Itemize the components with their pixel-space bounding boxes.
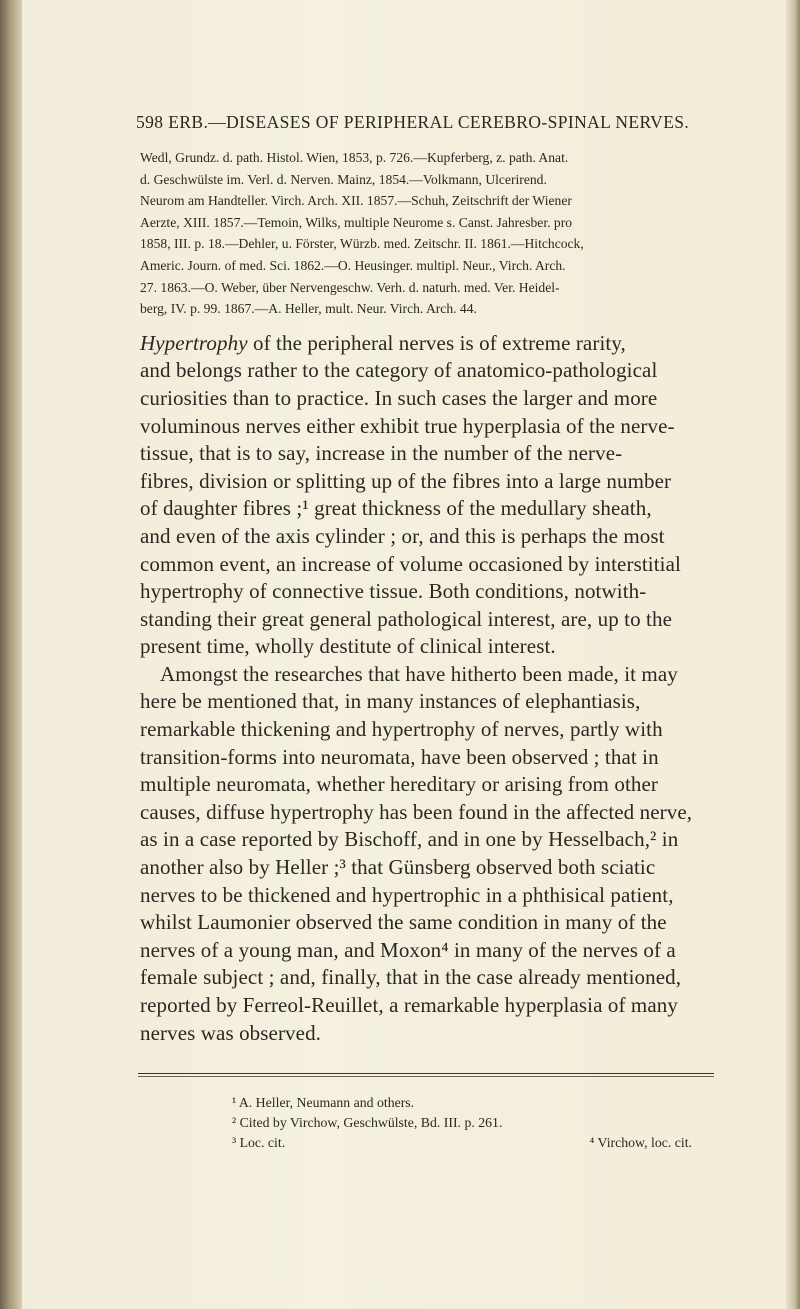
reference-line: Americ. Journ. of med. Sci. 1862.—O. Heusinger. multipl. Neur., Virch. Arch. (140, 257, 566, 273)
text-line: female subject ; and, finally, that in the case already mentioned, (140, 965, 682, 990)
reference-line: berg, IV. p. 99. 1867.—A. Heller, mult. Neur. Virch. Arch. 44. (140, 301, 477, 317)
text-line: and even of the axis cylinder ; or, and this is perhaps the most (140, 523, 665, 548)
reference-line: Neurom am Handteller. Virch. Arch. XII. 1857.—Schuh, Zeitschrift der Wiener (140, 193, 572, 209)
italic-lead-word: Hypertrophy (140, 330, 248, 355)
text-line: remarkable thickening and hypertrophy of nerves, partly with (140, 717, 663, 742)
footnote-row (232, 1133, 740, 1153)
text-line: causes, diffuse hypertrophy has been found in the affected nerve, (140, 799, 693, 824)
footnote-divider-thin (138, 1076, 714, 1077)
page-number: 598 (136, 112, 164, 132)
text-line: whilst Laumonier observed the same condition in many of the (140, 910, 667, 935)
footnote-divider (138, 1073, 714, 1074)
text-line: common event, an increase of volume occasioned by interstitial (140, 551, 681, 576)
text-line: multiple neuromata, whether hereditary or arising from other (140, 772, 658, 797)
paragraph-hypertrophy (140, 330, 740, 661)
footnotes (140, 1093, 740, 1153)
page-content (136, 112, 740, 1153)
reference-line: d. Geschwülste im. Verl. d. Nerven. Mainz, 1854.—Volkmann, Ulcerirend. (140, 171, 547, 187)
main-text (140, 330, 740, 1047)
text-line: tissue, that is to say, increase in the number of the nerve- (140, 441, 623, 466)
text-line: present time, wholly destitute of clinical interest. (140, 634, 556, 659)
running-header (136, 112, 740, 133)
footnote-3: ³ Loc. cit. (232, 1135, 286, 1151)
text-line: here be mentioned that, in many instances of elephantiasis, (140, 689, 641, 714)
paragraph-researches (140, 661, 740, 1047)
text-line: hypertrophy of connective tissue. Both conditions, notwith- (140, 579, 647, 604)
text-line: as in a case reported by Bischoff, and in one by Hesselbach,² in (140, 827, 679, 852)
text-line: nerves was observed. (140, 1020, 322, 1045)
text-line: another also by Heller ;³ that Günsberg observed both sciatic (140, 855, 656, 880)
text-line: and belongs rather to the category of anatomico-pathological (140, 358, 658, 383)
footnote-row (232, 1093, 740, 1113)
running-title: ERB.—DISEASES OF PERIPHERAL CEREBRO-SPINAL NERVES. (168, 112, 690, 132)
footnote-4: ⁴ Virchow, loc. cit. (589, 1135, 692, 1151)
text-line: voluminous nerves either exhibit true hyperplasia of the nerve- (140, 413, 675, 438)
text-line: nerves of a young man, and Moxon⁴ in many of the nerves of a (140, 937, 676, 962)
text-line: reported by Ferreol-Reuillet, a remarkable hyperplasia of many (140, 993, 678, 1017)
bibliography-references (140, 147, 740, 320)
reference-line: 1858, III. p. 18.—Dehler, u. Förster, Würzb. med. Zeitschr. II. 1861.—Hitchcock, (140, 236, 584, 252)
footnote-2: ² Cited by Virchow, Geschwülste, Bd. III. p. 261. (232, 1115, 503, 1131)
text-line: Amongst the researches that have hitherto been made, it may (160, 661, 678, 686)
text-line: standing their great general pathological interest, are, up to the (140, 606, 672, 631)
text-line: transition-forms into neuromata, have been observed ; that in (140, 744, 659, 769)
text-line: Hypertrophy of the peripheral nerves is of extreme rarity, (140, 330, 626, 355)
footnote-row (232, 1113, 740, 1133)
text-line: fibres, division or splitting up of the fibres into a large number (140, 468, 672, 493)
page-edge-shadow (786, 0, 800, 1309)
reference-line: Wedl, Grundz. d. path. Histol. Wien, 1853, p. 726.—Kupferberg, z. path. Anat. (140, 150, 569, 165)
text-line: nerves to be thickened and hypertrophic in a phthisical patient, (140, 882, 674, 907)
reference-line: 27. 1863.—O. Weber, über Nervengeschw. Verh. d. naturh. med. Ver. Heidel- (140, 279, 560, 295)
book-binding-shadow (0, 0, 22, 1309)
text-line: curiosities than to practice. In such cases the larger and more (140, 385, 658, 410)
footnote-1: ¹ A. Heller, Neumann and others. (232, 1095, 415, 1111)
text-line: of daughter fibres ;¹ great thickness of the medullary sheath, (140, 496, 652, 521)
reference-line: Aerzte, XIII. 1857.—Temoin, Wilks, multiple Neurome s. Canst. Jahresber. pro (140, 214, 573, 230)
